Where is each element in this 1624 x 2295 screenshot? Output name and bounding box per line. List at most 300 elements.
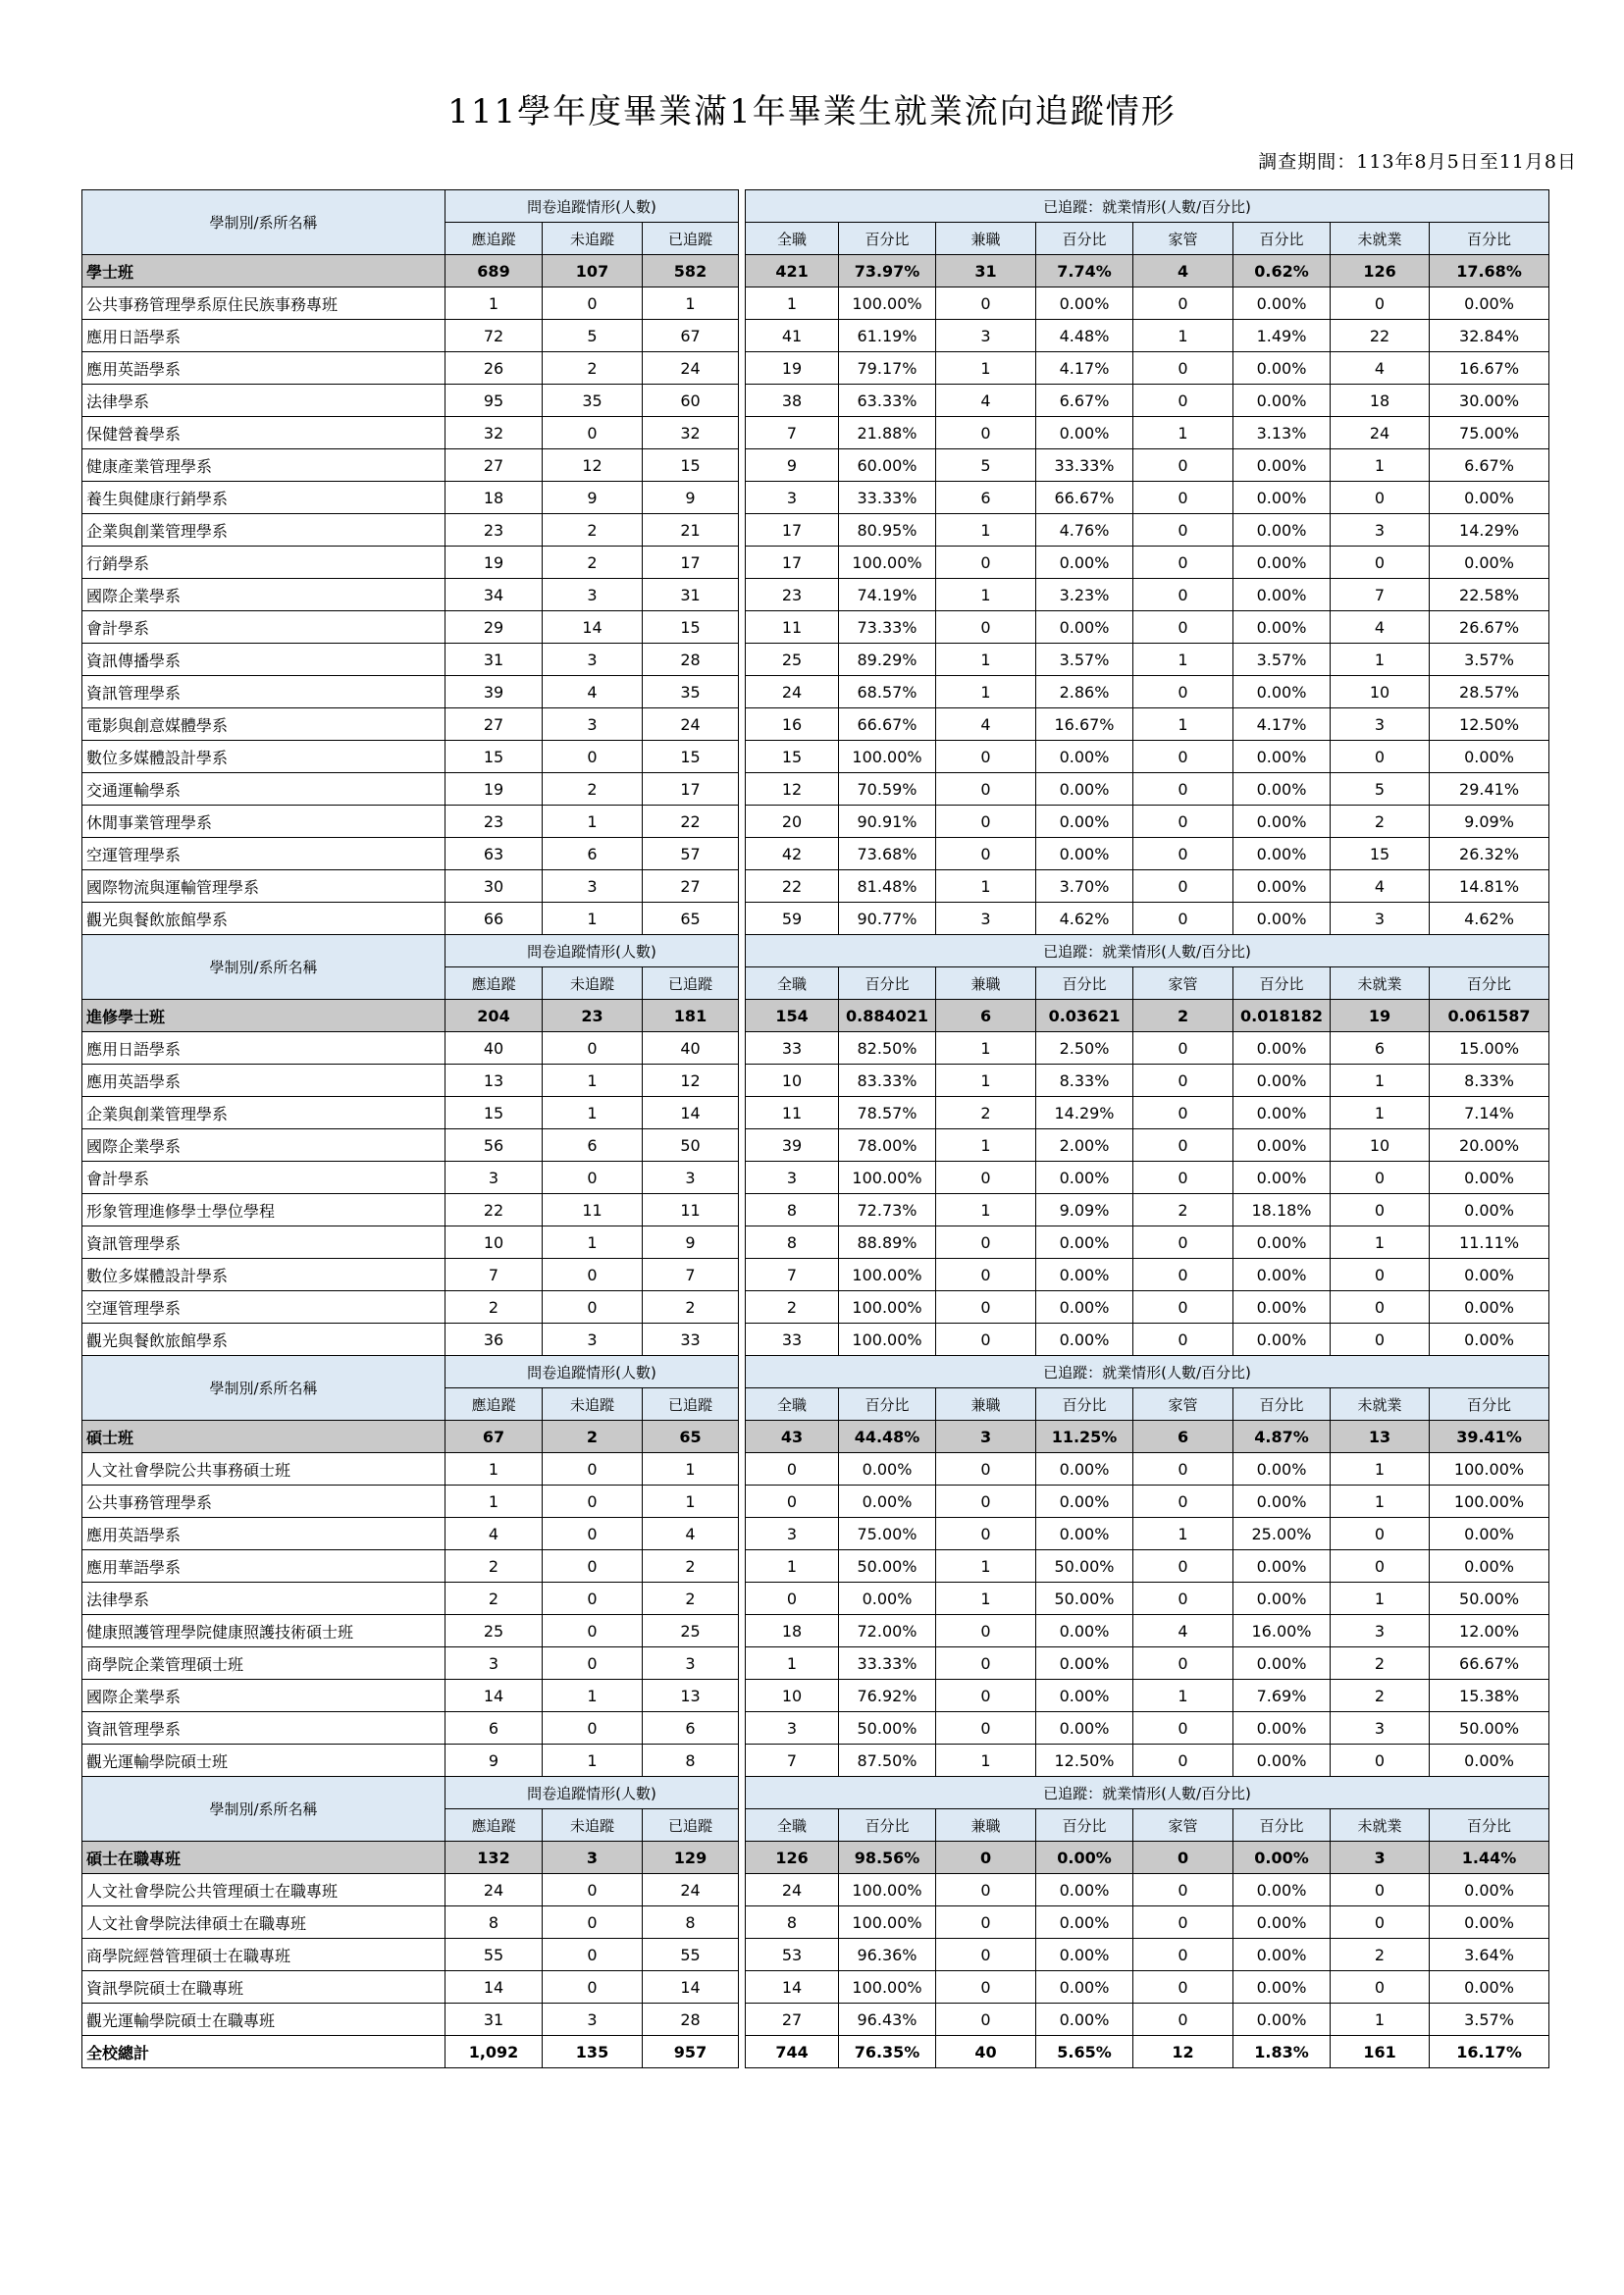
table-cell: 0.00%: [1036, 1226, 1133, 1259]
table-cell: 4: [936, 385, 1036, 417]
table-cell: 55: [445, 1939, 543, 1971]
table-cell: 14: [445, 1971, 543, 2004]
table-cell: 33.33%: [839, 482, 936, 514]
table-cell: 1: [936, 676, 1036, 708]
column-gap: [739, 1680, 746, 1712]
table-cell: 72.73%: [839, 1194, 936, 1226]
table-cell: 0.00%: [1430, 1324, 1549, 1356]
survey-period: 調查期間：113年8月5日至11月8日: [1258, 151, 1577, 173]
table-cell: 1: [1331, 1486, 1430, 1518]
table-cell: 1: [936, 1745, 1036, 1777]
table-row: [82, 1065, 1549, 1097]
header-name-col: 學制別/系所名稱: [82, 190, 445, 255]
table-cell: 0: [1133, 1291, 1233, 1324]
table-row: [82, 1939, 1549, 1971]
table-cell: 33: [746, 1032, 839, 1065]
table-cell: 2: [1331, 1647, 1430, 1680]
column-gap: [739, 903, 746, 935]
table-cell: 0: [1133, 838, 1233, 870]
table-cell: 1: [936, 1194, 1036, 1226]
column-gap: [739, 385, 746, 417]
table-cell: 33.33%: [839, 1647, 936, 1680]
table-cell: 0.00%: [1233, 1226, 1331, 1259]
header-cell: 應追蹤: [445, 1809, 543, 1842]
table-cell: 0.62%: [1233, 255, 1331, 287]
table-cell: 0: [1133, 579, 1233, 611]
table-cell: 126: [746, 1842, 839, 1874]
table-row: [82, 1906, 1549, 1939]
table-cell: 35: [643, 676, 739, 708]
table-row: [82, 1712, 1549, 1745]
table-cell: 6.67%: [1430, 449, 1549, 482]
table-cell: 0.00%: [1233, 1874, 1331, 1906]
table-cell: 40: [643, 1032, 739, 1065]
table-cell: 0.00%: [1036, 1486, 1133, 1518]
header-group-survey: 問卷追蹤情形(人數): [445, 1777, 739, 1809]
table-cell: 0.00%: [1036, 2004, 1133, 2036]
table-cell: 5: [1331, 773, 1430, 806]
table-cell: 1: [543, 806, 643, 838]
table-cell: 42: [746, 838, 839, 870]
table-cell: 26.67%: [1430, 611, 1549, 644]
table-cell: 0.00%: [1036, 741, 1133, 773]
table-cell: 16.67%: [1036, 708, 1133, 741]
column-gap: [739, 1971, 746, 2004]
table-cell: 0: [543, 1032, 643, 1065]
table-cell: 154: [746, 1000, 839, 1032]
table-cell: 50: [643, 1129, 739, 1162]
table-cell: 90.91%: [839, 806, 936, 838]
table-cell: 0: [543, 1518, 643, 1550]
table-cell: 2: [445, 1550, 543, 1583]
table-cell: 24: [746, 1874, 839, 1906]
table-row: [82, 1647, 1549, 1680]
table-cell: 1: [543, 1065, 643, 1097]
table-cell: 0.00%: [1233, 806, 1331, 838]
column-gap: [739, 1129, 746, 1162]
table-cell: 14: [643, 1971, 739, 2004]
table-cell: 3.13%: [1233, 417, 1331, 449]
table-cell: 78.57%: [839, 1097, 936, 1129]
table-cell: 23: [543, 1000, 643, 1032]
table-cell: 0: [936, 2004, 1036, 2036]
table-cell: 60: [643, 385, 739, 417]
table-cell: 100.00%: [839, 1971, 936, 2004]
table-cell: 41: [746, 320, 839, 352]
header-cell: 未就業: [1331, 1388, 1430, 1421]
table-cell: 65: [643, 1421, 739, 1453]
table-cell: 0.00%: [1233, 449, 1331, 482]
table-cell: 4.62%: [1036, 903, 1133, 935]
table-cell: 16.00%: [1233, 1615, 1331, 1647]
table-cell: 18: [1331, 385, 1430, 417]
header-cell: 未就業: [1331, 223, 1430, 255]
row-label: 企業與創業管理學系: [82, 514, 445, 547]
column-gap: [739, 1842, 746, 1874]
table-cell: 3: [1331, 1842, 1430, 1874]
table-cell: 0: [746, 1453, 839, 1486]
table-cell: 0: [1331, 482, 1430, 514]
table-cell: 1: [543, 1680, 643, 1712]
table-cell: 8: [746, 1226, 839, 1259]
table-cell: 0: [543, 1939, 643, 1971]
table-row: [82, 1226, 1549, 1259]
table-row: [82, 1324, 1549, 1356]
table-cell: 0: [543, 1550, 643, 1583]
table-cell: 68.57%: [839, 676, 936, 708]
header-cell: 兼職: [936, 967, 1036, 1000]
table-cell: 38: [746, 385, 839, 417]
table-cell: 6: [1331, 1032, 1430, 1065]
column-gap: [739, 1194, 746, 1226]
table-cell: 66: [445, 903, 543, 935]
table-row: [82, 579, 1549, 611]
header-name-col: 學制別/系所名稱: [82, 1777, 445, 1842]
table-cell: 0: [1133, 1550, 1233, 1583]
table-row: [82, 1032, 1549, 1065]
table-cell: 23: [445, 806, 543, 838]
table-cell: 100.00%: [1430, 1453, 1549, 1486]
table-cell: 96.43%: [839, 2004, 936, 2036]
table-cell: 9: [543, 482, 643, 514]
row-label: 數位多媒體設計學系: [82, 741, 445, 773]
column-gap: [739, 2004, 746, 2036]
table-cell: 0: [543, 1971, 643, 2004]
table-cell: 32: [643, 417, 739, 449]
table-cell: 2: [1133, 1000, 1233, 1032]
table-cell: 82.50%: [839, 1032, 936, 1065]
table-cell: 31: [445, 2004, 543, 2036]
table-cell: 0.00%: [1233, 903, 1331, 935]
table-cell: 7: [1331, 579, 1430, 611]
table-cell: 2: [543, 514, 643, 547]
table-cell: 0: [1133, 1647, 1233, 1680]
table-cell: 66.67%: [839, 708, 936, 741]
table-cell: 0.00%: [1036, 547, 1133, 579]
table-cell: 1: [643, 1453, 739, 1486]
table-row: [82, 482, 1549, 514]
table-cell: 4: [643, 1518, 739, 1550]
table-cell: 0: [936, 1842, 1036, 1874]
column-gap: [739, 1647, 746, 1680]
table-cell: 0: [936, 1906, 1036, 1939]
column-gap: [739, 1421, 746, 1453]
table-cell: 0: [543, 1615, 643, 1647]
table-row: [82, 514, 1549, 547]
table-cell: 1: [643, 1486, 739, 1518]
table-cell: 0: [1133, 903, 1233, 935]
column-gap: [739, 1615, 746, 1647]
column-gap: [739, 2036, 746, 2068]
column-gap: [739, 1226, 746, 1259]
table-cell: 0: [543, 1874, 643, 1906]
table-row: [82, 2004, 1549, 2036]
column-gap: [739, 1518, 746, 1550]
row-label: 國際物流與運輸管理學系: [82, 870, 445, 903]
header-cell: 百分比: [1036, 223, 1133, 255]
column-gap: [739, 1939, 746, 1971]
table-cell: 17.68%: [1430, 255, 1549, 287]
table-cell: 3: [746, 482, 839, 514]
table-cell: 1: [1331, 1583, 1430, 1615]
table-row: [82, 449, 1549, 482]
table-cell: 0: [936, 1291, 1036, 1324]
table-cell: 3: [543, 644, 643, 676]
table-cell: 0: [1331, 1906, 1430, 1939]
table-cell: 0: [1133, 1129, 1233, 1162]
header-cell: 未追蹤: [543, 1388, 643, 1421]
table-cell: 0.00%: [1036, 1712, 1133, 1745]
table-cell: 67: [643, 320, 739, 352]
table-cell: 0: [1133, 514, 1233, 547]
table-cell: 3.57%: [1430, 644, 1549, 676]
table-cell: 1: [445, 287, 543, 320]
table-cell: 16.17%: [1430, 2036, 1549, 2068]
table-cell: 0: [1133, 352, 1233, 385]
table-cell: 34: [445, 579, 543, 611]
table-cell: 0: [1133, 1032, 1233, 1065]
header-cell: 百分比: [1036, 967, 1133, 1000]
table-cell: 0.00%: [1233, 1162, 1331, 1194]
column-gap: [739, 870, 746, 903]
table-cell: 7: [746, 417, 839, 449]
table-cell: 2: [936, 1097, 1036, 1129]
table-cell: 50.00%: [1430, 1583, 1549, 1615]
table-cell: 0: [1133, 1583, 1233, 1615]
table-cell: 40: [445, 1032, 543, 1065]
table-cell: 18: [445, 482, 543, 514]
table-cell: 30.00%: [1430, 385, 1549, 417]
table-cell: 0.00%: [1430, 1550, 1549, 1583]
table-cell: 11: [643, 1194, 739, 1226]
row-label: 會計學系: [82, 1162, 445, 1194]
table-cell: 0: [1133, 870, 1233, 903]
table-cell: 5: [936, 449, 1036, 482]
table-cell: 1: [1133, 417, 1233, 449]
table-cell: 1: [746, 287, 839, 320]
header-cell: 未追蹤: [543, 967, 643, 1000]
table-cell: 0: [936, 1712, 1036, 1745]
table-cell: 0: [1133, 1745, 1233, 1777]
table-cell: 0: [936, 417, 1036, 449]
table-cell: 24: [1331, 417, 1430, 449]
table-cell: 0.00%: [1036, 806, 1133, 838]
column-gap: [739, 1583, 746, 1615]
table-cell: 1: [543, 1097, 643, 1129]
table-cell: 0.018182: [1233, 1000, 1331, 1032]
table-cell: 17: [643, 547, 739, 579]
header-cell: 應追蹤: [445, 967, 543, 1000]
table-cell: 0.00%: [1233, 1939, 1331, 1971]
table-cell: 80.95%: [839, 514, 936, 547]
table-row: [82, 676, 1549, 708]
table-cell: 0.00%: [1036, 1680, 1133, 1712]
table-cell: 4: [543, 676, 643, 708]
row-label: 空運管理學系: [82, 838, 445, 870]
table-cell: 1: [746, 1647, 839, 1680]
column-gap: [739, 1777, 746, 1842]
header-cell: 百分比: [1036, 1809, 1133, 1842]
row-label: 養生與健康行銷學系: [82, 482, 445, 514]
table-cell: 2: [543, 352, 643, 385]
table-cell: 0: [1331, 741, 1430, 773]
column-gap: [739, 773, 746, 806]
table-cell: 27: [445, 708, 543, 741]
table-cell: 9.09%: [1430, 806, 1549, 838]
table-cell: 0: [1133, 1259, 1233, 1291]
header-row: [82, 1777, 1549, 1809]
table-row: [82, 352, 1549, 385]
row-label: 人文社會學院公共事務碩士班: [82, 1453, 445, 1486]
table-cell: 32.84%: [1430, 320, 1549, 352]
table-cell: 28: [643, 2004, 739, 2036]
table-cell: 31: [445, 644, 543, 676]
table-cell: 1: [1331, 2004, 1430, 2036]
table-cell: 1: [445, 1453, 543, 1486]
table-cell: 0: [1133, 1906, 1233, 1939]
table-cell: 1: [1331, 1097, 1430, 1129]
table-cell: 6: [643, 1712, 739, 1745]
header-cell: 兼職: [936, 223, 1036, 255]
table-row: [82, 1550, 1549, 1583]
row-label: 公共事務管理學系: [82, 1486, 445, 1518]
table-cell: 0: [543, 1486, 643, 1518]
table-cell: 15: [643, 611, 739, 644]
header-name-col: 學制別/系所名稱: [82, 1356, 445, 1421]
table-cell: 0: [543, 1291, 643, 1324]
table-cell: 0: [1133, 2004, 1233, 2036]
table-cell: 0.00%: [1233, 1583, 1331, 1615]
table-cell: 957: [643, 2036, 739, 2068]
column-gap: [739, 1745, 746, 1777]
table-row: [82, 1680, 1549, 1712]
table-cell: 12: [746, 773, 839, 806]
header-name-col: 學制別/系所名稱: [82, 935, 445, 1000]
table-cell: 14: [643, 1097, 739, 1129]
row-label: 國際企業學系: [82, 1129, 445, 1162]
header-cell: 百分比: [1430, 1388, 1549, 1421]
header-cell: 已追蹤: [643, 1388, 739, 1421]
table-cell: 1: [936, 579, 1036, 611]
table-cell: 0.00%: [1036, 1906, 1133, 1939]
table-cell: 0.00%: [1233, 287, 1331, 320]
table-cell: 0.00%: [1036, 838, 1133, 870]
table-cell: 11.25%: [1036, 1421, 1133, 1453]
table-cell: 76.35%: [839, 2036, 936, 2068]
column-gap: [739, 482, 746, 514]
header-cell: 百分比: [1430, 967, 1549, 1000]
table-cell: 126: [1331, 255, 1430, 287]
table-cell: 0.00%: [1233, 352, 1331, 385]
column-gap: [739, 935, 746, 1000]
table-cell: 2: [746, 1291, 839, 1324]
table-cell: 15: [643, 449, 739, 482]
table-cell: 6: [936, 482, 1036, 514]
table-cell: 29.41%: [1430, 773, 1549, 806]
table-cell: 0.00%: [1233, 385, 1331, 417]
row-label: 觀光與餐飲旅館學系: [82, 903, 445, 935]
table-cell: 59: [746, 903, 839, 935]
table-cell: 0: [543, 1162, 643, 1194]
table-row: [82, 287, 1549, 320]
section-summary-row: [82, 1421, 1549, 1453]
table-cell: 0: [543, 1259, 643, 1291]
table-cell: 17: [746, 514, 839, 547]
table-cell: 3.57%: [1430, 2004, 1549, 2036]
table-cell: 204: [445, 1000, 543, 1032]
header-group-employment: 已追蹤：就業情形(人數/百分比): [746, 1777, 1549, 1809]
column-gap: [739, 417, 746, 449]
table-cell: 33: [643, 1324, 739, 1356]
table-cell: 66.67%: [1430, 1647, 1549, 1680]
table-cell: 2: [1133, 1194, 1233, 1226]
table-cell: 0: [936, 1647, 1036, 1680]
header-cell: 全職: [746, 1809, 839, 1842]
table-cell: 0.00%: [1036, 1453, 1133, 1486]
table-cell: 0: [936, 1259, 1036, 1291]
header-group-employment: 已追蹤：就業情形(人數/百分比): [746, 935, 1549, 967]
table-cell: 3.64%: [1430, 1939, 1549, 1971]
table-row: [82, 1486, 1549, 1518]
column-gap: [739, 708, 746, 741]
row-label: 會計學系: [82, 611, 445, 644]
table-cell: 15: [445, 741, 543, 773]
table-cell: 43: [746, 1421, 839, 1453]
table-cell: 73.97%: [839, 255, 936, 287]
table-cell: 22: [1331, 320, 1430, 352]
header-cell: 家管: [1133, 967, 1233, 1000]
table-cell: 4.48%: [1036, 320, 1133, 352]
row-label: 資訊傳播學系: [82, 644, 445, 676]
total-row: [82, 2036, 1549, 2068]
table-cell: 100.00%: [839, 741, 936, 773]
table-cell: 0: [543, 1583, 643, 1615]
column-gap: [739, 1162, 746, 1194]
table-cell: 16.67%: [1430, 352, 1549, 385]
table-row: [82, 1259, 1549, 1291]
table-cell: 1: [1133, 1518, 1233, 1550]
table-cell: 0: [543, 417, 643, 449]
table-cell: 30: [445, 870, 543, 903]
row-label: 健康產業管理學系: [82, 449, 445, 482]
table-cell: 0.884021: [839, 1000, 936, 1032]
table-row: [82, 1194, 1549, 1226]
table-cell: 0: [936, 1971, 1036, 2004]
row-label: 形象管理進修學士學位學程: [82, 1194, 445, 1226]
table-cell: 2: [445, 1291, 543, 1324]
table-cell: 28: [643, 644, 739, 676]
table-cell: 7: [445, 1259, 543, 1291]
table-cell: 12: [643, 1065, 739, 1097]
table-cell: 0: [936, 287, 1036, 320]
header-cell: 應追蹤: [445, 223, 543, 255]
row-label: 行銷學系: [82, 547, 445, 579]
table-cell: 2: [643, 1550, 739, 1583]
table-cell: 0: [936, 1680, 1036, 1712]
header-cell: 百分比: [839, 1809, 936, 1842]
header-cell: 未就業: [1331, 967, 1430, 1000]
header-cell: 百分比: [1233, 967, 1331, 1000]
header-cell: 家管: [1133, 223, 1233, 255]
row-label: 資訊學院碩士在職專班: [82, 1971, 445, 2004]
table-cell: 81.48%: [839, 870, 936, 903]
table-cell: 16: [746, 708, 839, 741]
table-cell: 1.83%: [1233, 2036, 1331, 2068]
table-cell: 3: [445, 1647, 543, 1680]
table-cell: 0.00%: [1233, 1291, 1331, 1324]
row-label: 資訊管理學系: [82, 676, 445, 708]
table-cell: 3: [543, 708, 643, 741]
